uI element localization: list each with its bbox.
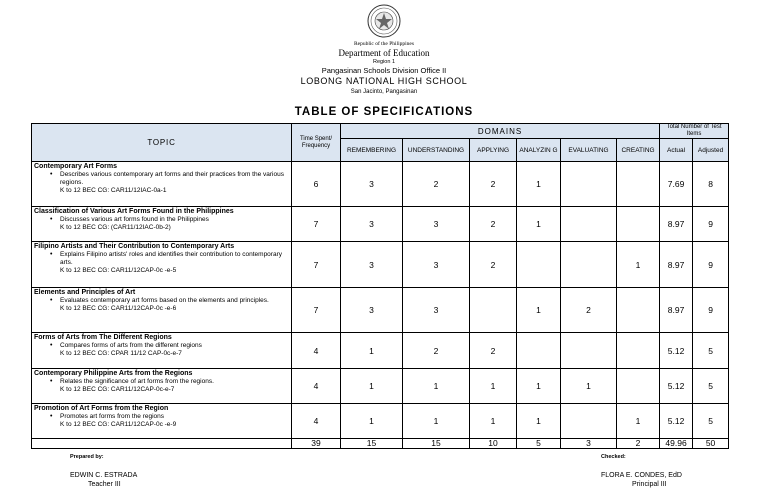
analyzing-cell: 1 bbox=[517, 404, 561, 439]
total-analyzing-cell: 5 bbox=[517, 439, 561, 449]
applying-cell: 2 bbox=[470, 207, 517, 242]
evaluating-cell: 2 bbox=[561, 288, 617, 333]
understanding-cell: 3 bbox=[403, 207, 470, 242]
total-remembering-cell: 15 bbox=[341, 439, 403, 449]
table-row bbox=[32, 242, 766, 288]
creating-cell bbox=[617, 162, 660, 207]
remembering-cell: 1 bbox=[341, 369, 403, 404]
creating-cell bbox=[617, 288, 660, 333]
table-row bbox=[32, 404, 766, 439]
topic-code: K to 12 BEC CG: CAR11/12CAP-0c -e-6 bbox=[60, 305, 177, 312]
remembering-cell: 3 bbox=[341, 242, 403, 288]
school-name: LOBONG NATIONAL HIGH SCHOOL bbox=[300, 76, 468, 86]
domains-header: DOMAINS bbox=[341, 124, 660, 139]
bullet-icon: • bbox=[50, 413, 53, 420]
actual-cell: 8.97 bbox=[660, 242, 693, 288]
actual-cell: 8.97 bbox=[660, 288, 693, 333]
creating-cell bbox=[617, 333, 660, 369]
understanding-cell: 1 bbox=[403, 369, 470, 404]
total-understanding-cell: 15 bbox=[403, 439, 470, 449]
evaluating-cell: 1 bbox=[561, 369, 617, 404]
analyzing-cell bbox=[517, 333, 561, 369]
topic-cell bbox=[32, 207, 292, 242]
page-title: TABLE OF SPECIFICATIONS bbox=[294, 106, 474, 118]
understanding-cell: 3 bbox=[403, 288, 470, 333]
bullet-icon: • bbox=[50, 251, 53, 258]
applying-cell: 2 bbox=[470, 242, 517, 288]
bullet-icon: • bbox=[50, 342, 53, 349]
topic-title: Filipino Artists and Their Contribution to Contemporary Arts bbox=[34, 243, 235, 250]
creating-cell: 1 bbox=[617, 242, 660, 288]
evaluating-cell bbox=[561, 162, 617, 207]
remembering-cell: 3 bbox=[341, 162, 403, 207]
topic-title: Elements and Principles of Art bbox=[34, 289, 136, 296]
understanding-cell: 2 bbox=[403, 333, 470, 369]
topic-code: K to 12 BEC CG: CAR11/12IAC-0a-1 bbox=[60, 187, 167, 194]
preparer-name: EDWIN C. ESTRADA bbox=[70, 472, 138, 479]
adjusted-cell: 5 bbox=[693, 404, 729, 439]
department-name: Department of Education bbox=[338, 48, 430, 58]
creating-cell bbox=[617, 207, 660, 242]
actual-cell: 5.12 bbox=[660, 369, 693, 404]
time-cell: 4 bbox=[292, 369, 341, 404]
topic-title: Promotion of Art Forms from the Region bbox=[34, 405, 169, 412]
analyzing-cell bbox=[517, 242, 561, 288]
applying-header: APPLYING bbox=[470, 139, 517, 162]
actual-header: Actual bbox=[660, 139, 693, 162]
topic-competency: Promotes art forms from the regions bbox=[60, 413, 165, 420]
creating-cell: 1 bbox=[617, 404, 660, 439]
topic-title: Contemporary Art Forms bbox=[34, 163, 117, 170]
applying-cell: 2 bbox=[470, 333, 517, 369]
topic-code: K to 12 BEC CG: CAR11/12CAP-0c -e-5 bbox=[60, 267, 177, 274]
creating-header: CREATING bbox=[617, 139, 660, 162]
total-applying-cell: 10 bbox=[470, 439, 517, 449]
evaluating-cell bbox=[561, 207, 617, 242]
topic-cell bbox=[32, 288, 292, 333]
analyzing-cell: 1 bbox=[517, 207, 561, 242]
actual-cell: 8.97 bbox=[660, 207, 693, 242]
topic-code: K to 12 BEC CG: CAR11/12CAP-0c -e-9 bbox=[60, 421, 177, 428]
understanding-cell: 1 bbox=[403, 404, 470, 439]
analyzing-header: ANALYZIN G bbox=[517, 139, 561, 162]
checker-name: FLORA E. CONDES, EdD bbox=[601, 472, 682, 479]
analyzing-cell: 1 bbox=[517, 288, 561, 333]
creating-cell bbox=[617, 369, 660, 404]
total-actual-cell: 49.96 bbox=[660, 439, 693, 449]
applying-cell: 1 bbox=[470, 369, 517, 404]
applying-cell bbox=[470, 288, 517, 333]
total-time-cell: 39 bbox=[292, 439, 341, 449]
division-line: Pangasinan Schools Division Office II bbox=[321, 66, 447, 75]
time-cell: 6 bbox=[292, 162, 341, 207]
remembering-header: REMEMBERING bbox=[341, 139, 403, 162]
time-cell: 7 bbox=[292, 207, 341, 242]
topic-cell bbox=[32, 369, 292, 404]
time-cell: 4 bbox=[292, 333, 341, 369]
applying-cell: 2 bbox=[470, 162, 517, 207]
time-cell: 7 bbox=[292, 288, 341, 333]
adjusted-cell: 5 bbox=[693, 333, 729, 369]
region-line: Region 1 bbox=[372, 59, 396, 65]
topic-cell bbox=[32, 333, 292, 369]
understanding-cell: 3 bbox=[403, 242, 470, 288]
bullet-icon: • bbox=[50, 171, 53, 178]
total-evaluating-cell: 3 bbox=[561, 439, 617, 449]
evaluating-cell bbox=[561, 333, 617, 369]
deped-seal-icon bbox=[367, 4, 401, 38]
topic-code: K to 12 BEC CG: CAR11/12CAP-0c-e-7 bbox=[60, 386, 175, 393]
table-row bbox=[32, 333, 766, 369]
school-address: San Jacinto, Pangasinan bbox=[350, 89, 418, 95]
checked-by-label: Checked: bbox=[601, 454, 626, 460]
topic-code: K to 12 BEC CG: CPAR 11/12 CAP-0c-e-7 bbox=[60, 350, 182, 357]
adjusted-header: Adjusted bbox=[693, 139, 729, 162]
adjusted-cell: 9 bbox=[693, 242, 729, 288]
topic-cell bbox=[32, 404, 292, 439]
time-spent-header: Time Spent/ Frequency bbox=[292, 124, 341, 162]
topic-cell bbox=[32, 242, 292, 288]
table-row bbox=[32, 369, 766, 404]
topic-competency: Compares forms of arts from the different regions bbox=[60, 342, 202, 349]
totals-label-cell bbox=[32, 439, 292, 449]
total-creating-cell: 2 bbox=[617, 439, 660, 449]
actual-cell: 5.12 bbox=[660, 404, 693, 439]
time-cell: 7 bbox=[292, 242, 341, 288]
evaluating-cell bbox=[561, 404, 617, 439]
understanding-header: UNDERSTANDING bbox=[403, 139, 470, 162]
topic-cell bbox=[32, 162, 292, 207]
topic-competency: Explains Filipino artists' roles and identifies their contribution to contemporary arts. bbox=[60, 251, 282, 266]
bullet-icon: • bbox=[50, 216, 53, 223]
table-row bbox=[32, 288, 766, 333]
topic-competency: Describes various contemporary art forms and their practices from the various regions. bbox=[60, 171, 284, 186]
adjusted-cell: 9 bbox=[693, 207, 729, 242]
time-cell: 4 bbox=[292, 404, 341, 439]
remembering-cell: 3 bbox=[341, 207, 403, 242]
understanding-cell: 2 bbox=[403, 162, 470, 207]
remembering-cell: 3 bbox=[341, 288, 403, 333]
topic-competency: Relates the significance of art forms from the regions. bbox=[60, 378, 214, 385]
topic-header: TOPIC bbox=[32, 124, 292, 162]
total-adjusted-cell: 50 bbox=[693, 439, 729, 449]
topic-competency: Discusses various art forms found in the Philippines bbox=[60, 216, 209, 223]
totals-row bbox=[32, 439, 766, 449]
specifications-table bbox=[31, 123, 766, 449]
table-row bbox=[32, 207, 766, 242]
adjusted-cell: 5 bbox=[693, 369, 729, 404]
preparer-title: Teacher III bbox=[88, 481, 121, 488]
analyzing-cell: 1 bbox=[517, 162, 561, 207]
table-row bbox=[32, 162, 766, 207]
adjusted-cell: 9 bbox=[693, 288, 729, 333]
topic-title: Forms of Arts from The Different Regions bbox=[34, 334, 172, 341]
remembering-cell: 1 bbox=[341, 333, 403, 369]
topic-title: Classification of Various Art Forms Found in the Philippines bbox=[34, 208, 234, 215]
evaluating-cell bbox=[561, 242, 617, 288]
applying-cell: 1 bbox=[470, 404, 517, 439]
bullet-icon: • bbox=[50, 297, 53, 304]
topic-title: Contemporary Philippine Arts from the Regions bbox=[34, 370, 193, 377]
topic-code: K to 12 BEC CG: (CAR11/12IAC-0b-2) bbox=[60, 224, 171, 231]
checker-title: Principal III bbox=[632, 481, 667, 488]
adjusted-cell: 8 bbox=[693, 162, 729, 207]
total-items-header: Total Number of Test Items bbox=[660, 124, 729, 139]
actual-cell: 7.69 bbox=[660, 162, 693, 207]
remembering-cell: 1 bbox=[341, 404, 403, 439]
actual-cell: 5.12 bbox=[660, 333, 693, 369]
analyzing-cell: 1 bbox=[517, 369, 561, 404]
topic-competency: Evaluates contemporary art forms based on the elements and principles. bbox=[60, 297, 269, 304]
republic-line: Republic of the Philippines bbox=[353, 41, 415, 47]
bullet-icon: • bbox=[50, 378, 53, 385]
evaluating-header: EVALUATING bbox=[561, 139, 617, 162]
prepared-by-label: Prepared by: bbox=[70, 454, 104, 460]
